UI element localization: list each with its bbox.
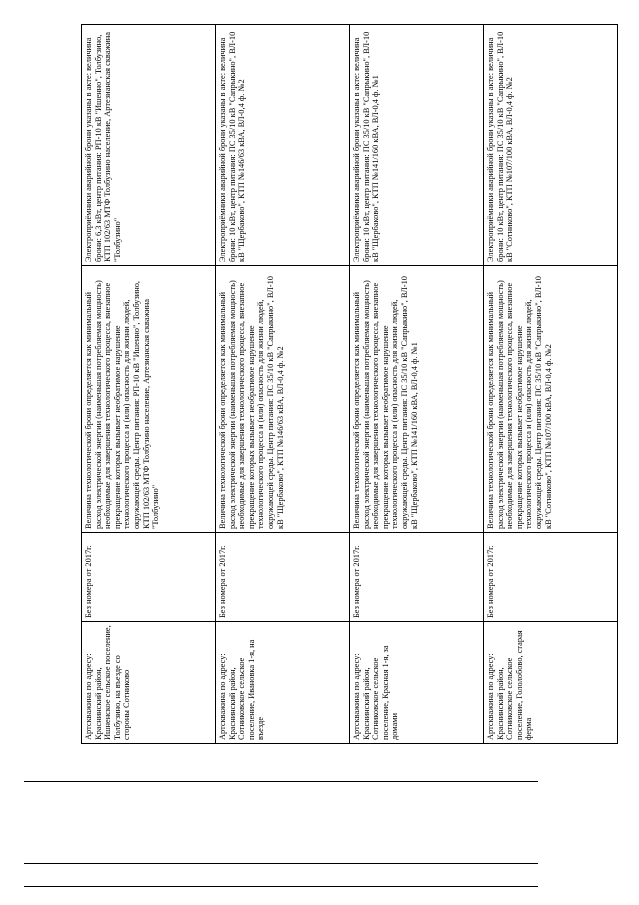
signature-line (24, 781, 538, 782)
emergency-reserve-cell: Электроприёмники аварийной брони указаны в акте: величина брони: 10 кВт, центр питания: ПС 35/10 кВ "Сапрыкино", ВЛ-10 кВ "Щербаково", КТП №141/160 кВА, ВЛ-0,4 ф. №1 (350, 25, 483, 266)
emergency-reserve-cell: Электроприёмники аварийной брони указаны в акте: величина брони: 6,3 кВт, центр питания: РП-10 кВ "Ишенно", Толбузино, КТП 102/63 МТФ Толбузино население, Артезианская скважина "Толбузино" (82, 25, 215, 266)
location-cell: Артскважина по адресу: Краснинский район, Ишненское сельское поселение, Толбузино, на въезде со стороны Сотниково (84, 625, 132, 740)
table-row (215, 25, 349, 743)
location-cell: Артскважина по адресу: Краснинский район, Сотниковское сельское поселение, Ивановка 1-я, на въезде (218, 639, 266, 740)
table-row (82, 25, 215, 743)
location-cell: Артскважина по адресу: Краснинский район, Сотниковское сельское поселение, Гололобово, старая ферма (486, 630, 534, 740)
act-cell: Без номера от 2017г. (484, 533, 617, 622)
signature-line (24, 863, 538, 864)
tech-reserve-cell: Величина технологической брони определяется как минимальный расход электрической энергии (наименьшая потребляемая мощность) необходимые для завершения технологического процесса, внезапное прекращение которых вызывает необратимое нарушение технологического процесса и (или) опасность для жизни людей, окружающей среды. Центр питания: РП-10 кВ "Ишенно", Толбузино, КТП 102/63 МТФ Толбузино население, Артезианская скважина "Толбузино" (82, 266, 215, 533)
table-row (483, 25, 617, 743)
emergency-reserve-cell: Электроприёмники аварийной брони указаны в акте: величина брони: 10 кВт, центр питания: ПС 35/10 кВ "Сапрыкино", ВЛ-10 кВ "Щербаково", КТП №146/63 кВА, ВЛ-0,4 ф. №2 (216, 25, 349, 266)
location-cell: Артскважина по адресу: Краснинский район, Сотниковское сельское поселение, Красная 1-я, за домами (352, 645, 400, 740)
act-cell: Без номера от 2017г. (82, 533, 215, 622)
table-row (349, 25, 483, 743)
signature-line (24, 886, 538, 887)
act-cell: Без номера от 2017г. (216, 533, 349, 622)
tech-reserve-cell: Величина технологической брони определяется как минимальный расход электрической энергии (наименьшая потребляемая мощность) необходимые для завершения технологического процесса, внезапное прекращение которых вызывает необратимое нарушение технологического процесса и (или) опасность для жизни людей, окружающей среды. Центр питания: ПС 35/10 кВ "Сапрыкино", ВЛ-10 кВ "Щербаково", КТП №146/63 кВА, ВЛ-0,4 ф. №2 (216, 266, 349, 533)
emergency-reserve-cell: Электроприёмники аварийной брони указаны в акте: величина брони: 10 кВт, центр питания: ПС 35/10 кВ "Сапрыкино", ВЛ-10 кВ "Сотниково", КТП №107/100 кВА, ВЛ-0,4 ф. №2 (484, 25, 617, 266)
tech-reserve-cell: Величина технологической брони определяется как минимальный расход электрической энергии (наименьшая потребляемая мощность) необходимые для завершения технологического процесса, внезапное прекращение которых вызывает необратимое нарушение технологического процесса и (или) опасность для жизни людей, окружающей среды. Центр питания: ПС 35/10 кВ "Сапрыкино", ВЛ-10 кВ "Щербаково", КТП №141/160 кВА, ВЛ-0,4 ф. №1 (350, 266, 483, 533)
act-cell: Без номера от 2017г. (350, 533, 483, 622)
reservation-table (81, 24, 618, 744)
tech-reserve-cell: Величина технологической брони определяется как минимальный расход электрической энергии (наименьшая потребляемая мощность) необходимые для завершения технологического процесса, внезапное прекращение которых вызывает необратимое нарушение технологического процесса и (или) опасность для жизни людей, окружающей среды. Центр питания: ПС 35/10 кВ "Сапрыкино", ВЛ-10 кВ "Сотниково", КТП №107/100 кВА, ВЛ-0,4 ф. №2 (484, 266, 617, 533)
